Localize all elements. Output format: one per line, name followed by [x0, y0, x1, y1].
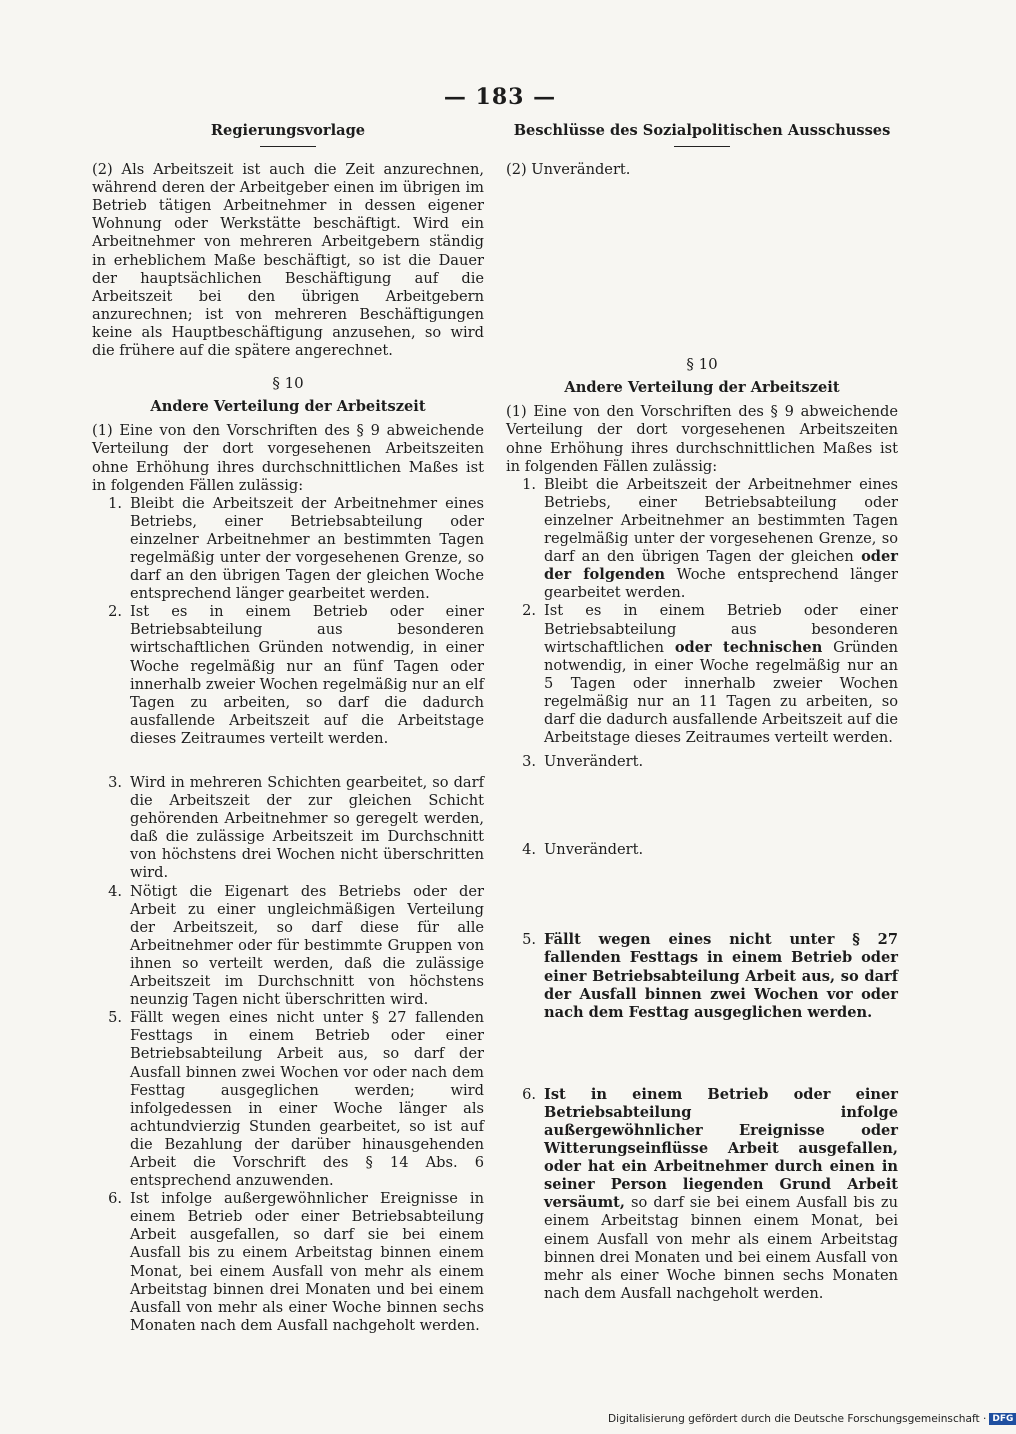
right-item-1 [506, 476, 898, 603]
right-section-number: § 10 [686, 355, 718, 374]
left-item-number: 5. [108, 1009, 122, 1027]
right-intro-paragraph: (1) Eine von den Vorschriften des § 9 abweichende Verteilung der dort vorgesehenen Arbeitszeiten ohne Erhöhung ihres durchschnittlichen Maßes ist in folgenden Fällen zulässig: [506, 403, 898, 475]
right-paragraph-2: (2) Unverändert. [506, 161, 631, 179]
right-item-amendment: oder technischen [674, 638, 823, 656]
left-item-text: Wird in mehreren Schichten gearbeitet, so darf die Arbeitszeit der zur gleichen Schicht gehörenden Arbeitnehmer so geregelt werden, daß die zulässige Arbeitszeit im Durchschnitt von höchstens drei Wochen nicht überschritten wird. [130, 774, 484, 882]
right-section-title: Andere Verteilung der Arbeitszeit [564, 379, 840, 397]
right-item-6 [506, 1086, 898, 1303]
left-paragraph-2: (2) Als Arbeitszeit ist auch die Zeit anzurechnen, während deren der Arbeitgeber einen im übrigen im Betrieb tätigen Arbeitnehmer in dessen eigener Wohnung oder Werkstätte beschäftigt. Wird ein Arbeitnehmer von mehreren Arbeitgebern ständig in erheblichem Maße beschäftigt, so ist die Dauer der hauptsächlichen Beschäftigung auf die Arbeitszeit bei den übrigen Arbeitgebern anzurechnen; ist von mehreren Beschäftigungen keine als Hauptbeschäftigung anzusehen, so wird die frühere auf die spätere angerechnet. [92, 161, 484, 360]
right-item-text: Unverändert. [544, 753, 644, 771]
right-item-5 [506, 931, 898, 1021]
right-item-number: 1. [522, 475, 536, 493]
right-item-2 [506, 602, 898, 747]
right-item-text [544, 476, 898, 603]
left-item-4 [92, 883, 484, 1010]
right-item-text: Fällt wegen eines nicht unter § 27 fallenden Festtags in einem Betrieb oder einer Betriebsabteilung Arbeit aus, so darf der Ausfall binnen zwei Wochen vor oder nach dem Festtag ausgeglichen werden. [544, 931, 898, 1021]
left-item-number: 2. [108, 603, 122, 621]
left-item-number: 3. [108, 774, 122, 791]
left-item-text: Nötigt die Eigenart des Betriebs oder der Arbeit zu einer ungleichmäßigen Verteilung der Arbeitszeit, so darf diese für alle Arbeitnehmer oder für bestimmte Gruppen von ihnen so verteilt werden, daß die zulässige Arbeitszeit im Durchschnitt von höchstens neunzig Tagen nicht überschritten wird. [130, 882, 484, 1009]
footer-text: Digitalisierung gefördert durch die Deutsche Forschungsgemeinschaft · [608, 1413, 987, 1425]
left-section-number: § 10 [272, 374, 304, 393]
right-item-text-plain: Gründen notwendig, in einer Woche regelmäßig nur an 5 Tagen oder innerhalb zweier Wochen regelmäßig nur an 11 Tagen zu arbeiten, so darf die dadurch ausfallende Arbeitszeit auf die Arbeitstage dieses Zeitraumes verteilt werden. [544, 638, 898, 747]
right-item-text-plain: Woche entsprechend länger gearbeitet werden. [544, 566, 899, 602]
left-intro-paragraph: (1) Eine von den Vorschriften des § 9 abweichende Verteilung der dort vorgesehenen Arbeitszeiten ohne Erhöhung ihres durchschnittlichen Maßes ist in folgenden Fällen zulässig: [92, 422, 484, 494]
right-item-number: 4. [522, 841, 536, 859]
right-item-amendment: oder der folgenden [544, 548, 898, 584]
right-column-ausschuss [506, 122, 898, 1303]
left-section-title: Andere Verteilung der Arbeitszeit [150, 398, 426, 416]
right-item-number: 3. [522, 753, 536, 771]
left-header-rule [260, 146, 316, 147]
right-item-text [544, 602, 898, 747]
dfg-logo: DFG [989, 1413, 1016, 1425]
right-item-number: 2. [522, 602, 536, 620]
right-item-number: 5. [522, 931, 536, 949]
page-number: — 183 — [443, 84, 557, 110]
right-item-text-plain: Bleibt die Arbeitszeit der Arbeitnehmer eines Betriebs, einer Betriebsabteilung oder einzelner Arbeitnehmer an bestimmten Tagen regelmäßig unter der vorgesehenen Grenze, so darf an den übrigen Tagen der gleichen [544, 475, 898, 566]
left-column-header: Regierungsvorlage [210, 122, 366, 139]
left-item-number: 1. [108, 494, 122, 512]
left-item-1 [92, 495, 484, 604]
left-item-6 [92, 1190, 484, 1335]
right-item-4 [506, 841, 898, 859]
right-column-header: Beschlüsse des Sozialpolitischen Ausschusses [513, 122, 891, 139]
right-item-amendment: Ist in einem Betrieb oder einer Betriebsabteilung infolge außergewöhnlicher Ereignisse oder Witterungseinflüsse Arbeit ausgefallen, oder hat ein Arbeitnehmer durch einen in seiner Person liegenden Grund Arbeit versäumt, [544, 1085, 898, 1212]
right-item-text-plain: Ist es in einem Betrieb oder einer Betriebsabteilung aus besonderen wirtschaftlichen [544, 602, 898, 656]
left-item-text: Ist es in einem Betrieb oder einer Betriebsabteilung aus besonderen wirtschaftlichen Gründen notwendig, in einer Woche regelmäßig nur an fünf Tagen oder innerhalb zweier Wochen regelmäßig nur an elf Tagen zu arbeiten, so darf die dadurch ausfallende Arbeitszeit auf die Arbeitstage dieses Zeitraumes verteilt werden. [130, 603, 484, 747]
left-item-number: 6. [108, 1190, 122, 1208]
right-item-text: Unverändert. [544, 841, 644, 859]
left-item-3 [92, 774, 484, 883]
right-item-text [544, 1086, 898, 1303]
left-item-5 [92, 1009, 484, 1190]
right-item-text-plain: so darf sie bei einem Ausfall bis zu einem Arbeitstag binnen einem Monat, bei einem Ausfall von mehr als einem Arbeitstag binnen drei Monaten und bei einem Ausfall von mehr als einer Woche binnen sechs Monaten nach dem Ausfall nachgeholt werden. [544, 1194, 898, 1302]
left-item-2 [92, 603, 484, 748]
left-column-regierungsvorlage [92, 122, 484, 1335]
digitization-footer [608, 1413, 1016, 1425]
right-item-number: 6. [522, 1085, 536, 1103]
right-header-rule [674, 146, 730, 147]
left-item-text: Ist infolge außergewöhnlicher Ereignisse in einem Betrieb oder einer Betriebsabteilung Arbeit ausgefallen, so darf sie bei einem Ausfall bis zu einem Arbeitstag binnen einem Monat, bei einem Ausfall von mehr als einem Arbeitstag binnen drei Monaten und bei einem Ausfall von mehr als einer Woche binnen sechs Monaten nach dem Ausfall nachgeholt werden. [130, 1190, 484, 1334]
left-item-text: Bleibt die Arbeitszeit der Arbeitnehmer eines Betriebs, einer Betriebsabteilung oder einzelner Arbeitnehmer an bestimmten Tagen regelmäßig unter der vorgesehenen Grenze, so darf an den übrigen Tagen der gleichen Woche entsprechend länger gearbeitet werden. [130, 494, 484, 603]
left-item-number: 4. [108, 882, 122, 900]
right-item-3 [506, 753, 898, 771]
left-item-text: Fällt wegen eines nicht unter § 27 fallenden Festtags in einem Betrieb oder einer Betriebsabteilung Arbeit aus, so darf der Ausfall binnen zwei Wochen vor oder nach dem Festtag ausgeglichen werden; wird infolgedessen in einer Woche länger als achtundvierzig Stunden gearbeitet, so ist auf die Bezahlung der darüber hinausgehenden Arbeit die Vorschrift des § 14 Abs. 6 entsprechend anzuwenden. [130, 1009, 484, 1190]
